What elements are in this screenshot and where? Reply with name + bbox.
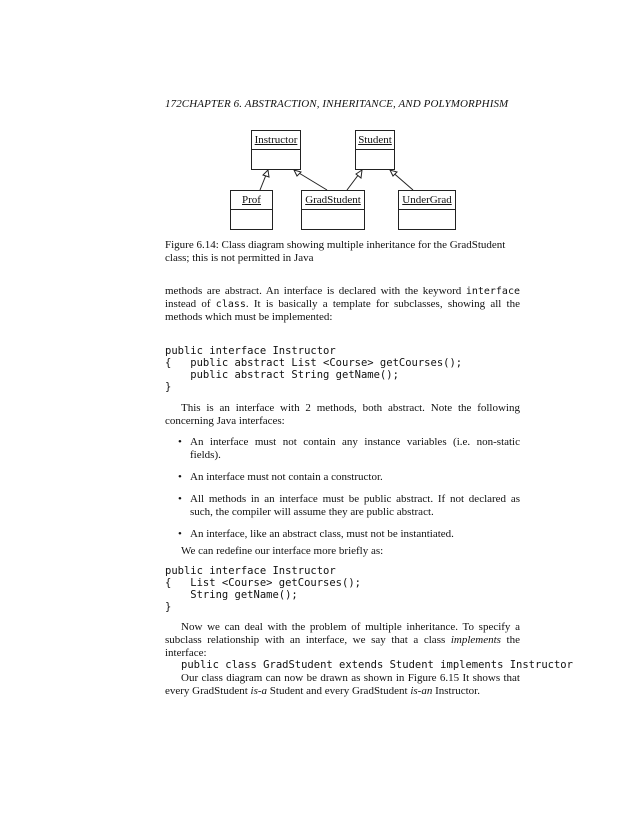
class-divider (231, 209, 272, 210)
class-box-prof (230, 190, 273, 230)
text-run: instead of (165, 298, 216, 310)
list-item-text: All methods in an interface must be public abstract. If not declared as such, the compiler will assume they are public abstract. (190, 493, 520, 518)
code-line-gradstudent: public class GradStudent extends Student implements Instructor (181, 659, 573, 671)
arrowhead-gradstudent-instructor (294, 170, 301, 176)
paragraph-multiple-inheritance (165, 621, 520, 660)
arrowhead-prof-instructor (263, 170, 269, 177)
list-item (178, 493, 520, 519)
emphasis-is-an: is-an (410, 685, 433, 697)
class-diagram (160, 122, 470, 232)
class-box-instructor (251, 130, 301, 170)
class-divider (252, 149, 300, 150)
class-name-student: Student (358, 134, 392, 146)
text-run: Instructor. (432, 685, 480, 697)
code-block-abstract-interface: public interface Instructor { public abstract List <Course> getCourses(); public abstract String getName(); } (165, 345, 463, 393)
paragraph-interface-intro (165, 285, 520, 324)
class-box-student (355, 130, 395, 170)
emphasis-implements: implements (450, 634, 501, 646)
list-item (178, 471, 520, 484)
bullet-marker: • (178, 528, 182, 540)
emphasis-is-a: is-a (250, 685, 268, 697)
class-box-gradstudent (301, 190, 365, 230)
class-name-gradstudent: GradStudent (305, 194, 361, 206)
interface-rules-list (178, 436, 520, 550)
list-item-text: An interface must not contain a constructor. (190, 471, 383, 483)
text-run: Student and every GradStudent (267, 685, 411, 697)
keyword-interface: interface (465, 286, 520, 297)
class-divider (356, 149, 394, 150)
running-head: 172CHAPTER 6. ABSTRACTION, INHERITANCE, AND POLYMORPHISM (165, 98, 509, 110)
bullet-marker: • (178, 436, 182, 448)
bullet-marker: • (178, 493, 182, 505)
class-name-instructor: Instructor (254, 134, 298, 146)
class-name-prof: Prof (242, 194, 261, 206)
list-item-text: An interface, like an abstract class, must not be instantiated. (190, 528, 454, 540)
text-run: . It is basically a template for subclasses, showing all the methods which must be implemented: (165, 298, 520, 323)
list-item-text: An interface must not contain any instance variables (i.e. non-static fields). (190, 436, 520, 461)
bullet-marker: • (178, 471, 182, 483)
text-run: Our class diagram can now be drawn as shown in Figure 6.15 It shows that every GradStudent (165, 672, 520, 697)
text-run: Now we can deal with the problem of multiple inheritance. To specify a subclass relationship with an interface, we say that a class (165, 621, 520, 646)
class-box-undergrad (398, 190, 456, 230)
figure-caption: Figure 6.14: Class diagram showing multiple inheritance for the GradStudent class; this is not permitted in Java (165, 239, 506, 264)
class-divider (399, 209, 455, 210)
paragraph-redefine: We can redefine our interface more briefly as: (181, 545, 384, 557)
keyword-class: class (215, 299, 246, 310)
list-item (178, 528, 520, 541)
text-run: methods are abstract. An interface is declared with the keyword (165, 285, 466, 297)
class-divider (302, 209, 364, 210)
text-run: the interface: (165, 634, 520, 659)
paragraph-interface-notes: This is an interface with 2 methods, both abstract. Note the following concerning Java interfaces: (165, 402, 520, 427)
class-name-undergrad: UnderGrad (402, 194, 452, 206)
list-item (178, 436, 520, 462)
code-block-brief-interface: public interface Instructor { List <Course> getCourses(); String getName(); } (165, 565, 361, 613)
paragraph-class-diagram (165, 672, 520, 698)
